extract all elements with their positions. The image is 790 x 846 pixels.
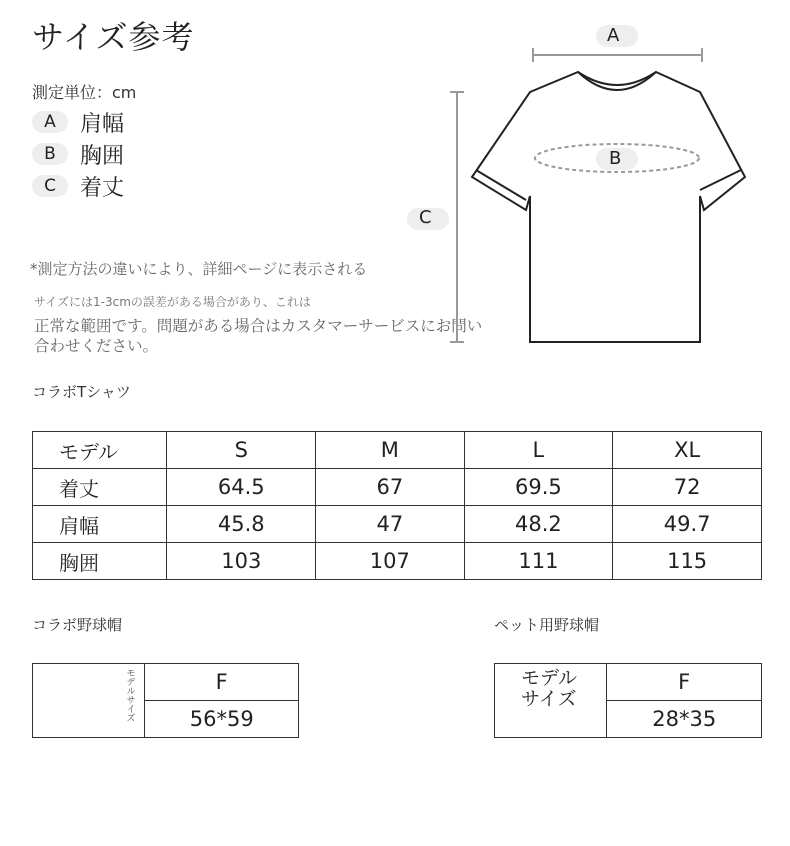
table-cell: 47 bbox=[316, 506, 464, 543]
diagram-label-b: B bbox=[609, 148, 622, 169]
legend-item-a bbox=[32, 108, 124, 136]
note-line-2: サイズには1-3cmの誤差がある場合があり、これは bbox=[34, 295, 311, 309]
table-cell: 49.7 bbox=[613, 506, 762, 543]
unit-label: 測定単位：cm bbox=[32, 83, 137, 102]
pet-cap-section-title: ペット用野球帽 bbox=[494, 616, 600, 634]
table-header-row bbox=[33, 664, 299, 701]
tshirt-diagram bbox=[400, 20, 770, 360]
pet-cap-side-label: モデルサイズ bbox=[521, 667, 578, 710]
table-cell: 56*59 bbox=[145, 701, 299, 738]
row-label: 着丈 bbox=[33, 469, 167, 506]
table-cell: 67 bbox=[316, 469, 464, 506]
table-header-row bbox=[33, 432, 762, 469]
table-header-cell: モデル bbox=[33, 432, 167, 469]
table-header-row bbox=[495, 664, 762, 701]
table-cell: 103 bbox=[167, 543, 316, 580]
table-cell: 45.8 bbox=[167, 506, 316, 543]
table-cell: 28*35 bbox=[607, 701, 762, 738]
legend-label: 胸囲 bbox=[80, 143, 125, 169]
cap-side-label: モデルサイズ bbox=[124, 668, 135, 722]
table-row bbox=[33, 469, 762, 506]
legend-label: 肩幅 bbox=[80, 111, 125, 137]
legend-item-b bbox=[32, 140, 124, 168]
table-header-cell: L bbox=[464, 432, 613, 469]
table-header-cell: M bbox=[316, 432, 464, 469]
legend-item-c bbox=[32, 172, 124, 200]
table-cell: 64.5 bbox=[167, 469, 316, 506]
table-cell: 115 bbox=[613, 543, 762, 580]
page-title: サイズ参考 bbox=[32, 18, 195, 56]
diagram-label-c: C bbox=[419, 207, 432, 228]
row-label: 肩幅 bbox=[33, 506, 167, 543]
tshirt-outline bbox=[472, 72, 745, 342]
cap-size-table bbox=[32, 663, 299, 738]
table-row bbox=[33, 506, 762, 543]
cap-side-label-cell bbox=[33, 664, 145, 738]
table-header-cell: F bbox=[145, 664, 299, 701]
pet-cap-size-table bbox=[494, 663, 762, 738]
pet-cap-side-label-cell bbox=[495, 664, 607, 738]
table-cell: 69.5 bbox=[464, 469, 613, 506]
note-line-1: *測定方法の違いにより、詳細ページに表示される bbox=[30, 260, 368, 278]
legend-key: C bbox=[32, 175, 68, 197]
row-label: 胸囲 bbox=[33, 543, 167, 580]
cap-section-title: コラボ野球帽 bbox=[32, 616, 123, 634]
table-cell: 48.2 bbox=[464, 506, 613, 543]
diagram-label-a: A bbox=[607, 25, 620, 46]
table-cell: 111 bbox=[464, 543, 613, 580]
tshirt-section-title: コラボTシャツ bbox=[32, 383, 131, 401]
table-header-cell: F bbox=[607, 664, 762, 701]
table-cell: 107 bbox=[316, 543, 464, 580]
table-header-cell: S bbox=[167, 432, 316, 469]
table-cell: 72 bbox=[613, 469, 762, 506]
legend-key: A bbox=[32, 111, 68, 133]
table-row bbox=[33, 543, 762, 580]
note-line-3: 正常な範囲です。問題がある場合はカスタマーサービスにお問い合わせください。 bbox=[34, 317, 483, 355]
legend-label: 着丈 bbox=[80, 175, 125, 201]
tshirt-size-table bbox=[32, 431, 762, 580]
table-header-cell: XL bbox=[613, 432, 762, 469]
legend-key: B bbox=[32, 143, 68, 165]
